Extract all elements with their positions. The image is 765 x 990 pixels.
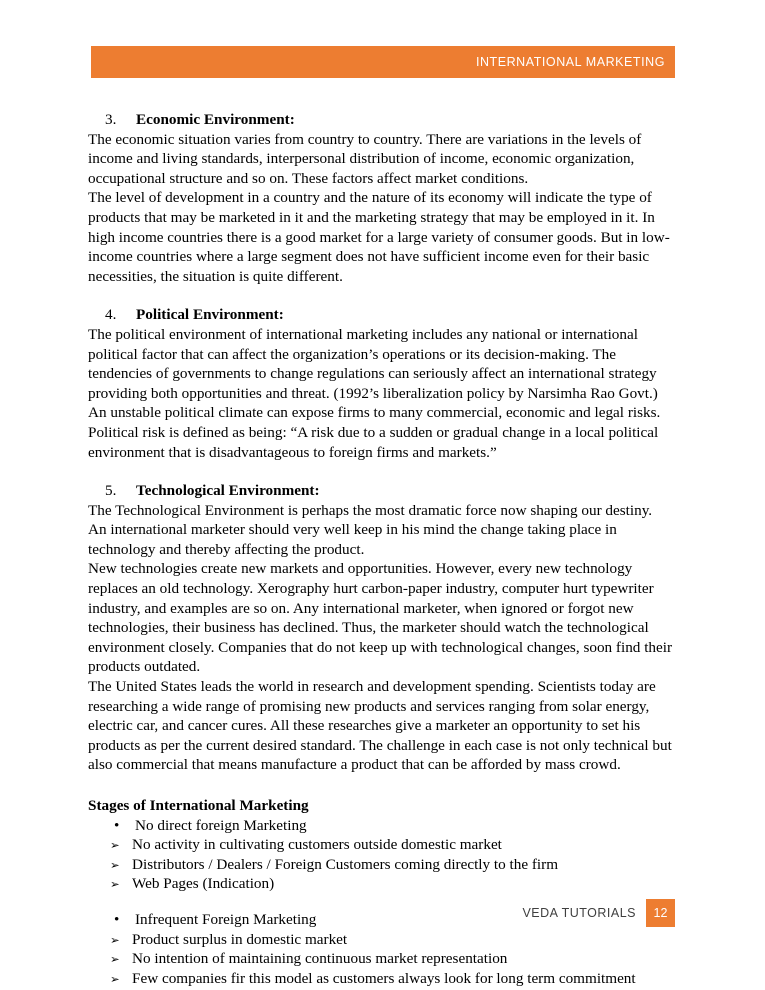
bullet-icon: • — [114, 910, 120, 928]
paragraph-economic-1: The economic situation varies from country to country. There are variations in the levels of income and living standards, interpersonal distribution of income, economic organization, occupational structure and so on. These factors affect market conditions. — [88, 130, 642, 187]
sub-list-item — [110, 969, 673, 989]
spacer — [88, 286, 673, 305]
sub-list-item — [110, 949, 673, 969]
section-heading-technological-environment — [88, 481, 673, 501]
section-heading-political-environment — [88, 305, 673, 325]
sub-list-item-label: Product surplus in domestic market — [132, 930, 348, 948]
footer-brand-label: VEDA TUTORIALS — [522, 906, 636, 920]
sub-list-item — [110, 874, 673, 894]
sub-list-item-label: Web Pages (Indication) — [132, 875, 275, 893]
page-footer — [0, 899, 675, 927]
list-item-label: Infrequent Foreign Marketing — [135, 910, 317, 928]
arrow-bullet-icon: ➢ — [110, 857, 120, 872]
list-item-label: No direct foreign Marketing — [135, 816, 307, 834]
spacer — [88, 462, 673, 481]
sub-list — [110, 835, 673, 894]
paragraph-political-1: The political environment of international marketing includes any national or international political factor that can affect the organization’s operations or its decision-making. The tendencies of governments to change regulations can seriously affect an international strategy providing both opportunities and threat. (1992’s liberalization policy by Narsimha Rao Govt.) An unstable political climate can expose firms to many commercial, economic and legal risks. Political risk is defined as being: “A risk due to a sudden or gradual change in a local political environment that is disadvantageous to foreign firms and markets.” — [88, 325, 661, 461]
section-title: Economic Environment: — [136, 111, 295, 128]
list-item — [88, 816, 673, 836]
page-header-title: INTERNATIONAL MARKETING — [475, 55, 665, 69]
stages-heading: Stages of International Marketing — [88, 797, 309, 814]
arrow-bullet-icon: ➢ — [110, 838, 120, 853]
sub-list-item-label: No activity in cultivating customers outside domestic market — [132, 836, 502, 854]
page-number-badge — [646, 899, 675, 927]
paragraph-technological-1: The Technological Environment is perhaps the most dramatic force now shaping our destiny. An international marketer should very well keep in his mind the change taking place in technology and thereby affecting the product. — [88, 501, 653, 558]
section-title: Technological Environment: — [136, 482, 320, 500]
sub-list-item-label: Few companies fir this model as customers always look for long term commitment — [132, 969, 636, 987]
sub-list-wrapper — [88, 835, 673, 894]
paragraph-technological-3: The United States leads the world in research and development spending. Scientists today are researching a wide range of promising new products and services ranging from solar energy, electric car, and cancer cures. All these researches give a marketer an opportunity to set his products as per the current desired standard. The challenge in each case is not only technical but also commercial that means manufacture a product that can be afforded by mass crowd. — [88, 678, 672, 774]
page-number: 12 — [653, 906, 668, 920]
sub-list-item-label: Distributors / Dealers / Foreign Customers coming directly to the firm — [132, 855, 559, 873]
sub-list-item — [110, 930, 673, 950]
section-title: Political Environment: — [136, 306, 284, 324]
spacer — [88, 775, 673, 796]
paragraph-economic-2: The level of development in a country and the nature of its economy will indicate the type of products that may be marketed in it and the marketing strategy that may be employed in it. In high income countries there is a good market for a large variety of consumer goods. But in low-income countries where a large segment does not have sufficient income even for their basic necessities, the situation is quite different. — [88, 189, 670, 285]
arrow-bullet-icon: ➢ — [110, 952, 120, 967]
arrow-bullet-icon: ➢ — [110, 877, 120, 892]
bullet-icon: • — [114, 816, 120, 834]
sub-list-item — [110, 835, 673, 855]
document-body — [88, 110, 673, 988]
arrow-bullet-icon: ➢ — [110, 932, 120, 947]
sub-list-item-label: No intention of maintaining continuous market representation — [132, 950, 508, 968]
section-number: 3. — [105, 111, 117, 128]
sub-list — [110, 930, 673, 989]
arrow-bullet-icon: ➢ — [110, 971, 120, 986]
section-number: 4. — [105, 306, 117, 324]
sub-list-wrapper — [88, 930, 673, 989]
sub-list-item — [110, 855, 673, 875]
paragraph-technological-2: New technologies create new markets and opportunities. However, every new technology replaces an old technology. Xerography hurt carbon-paper industry, computer hurt typewriter industry, and examples are so on. Any international marketer, when ignored or forgot new technologies, their business has declined. Thus, the marketer should watch the technological environment closely. Companies that do not keep up with technological changes, soon find their products outdated. — [88, 560, 673, 676]
page-header-band — [91, 46, 675, 78]
section-number: 5. — [105, 482, 117, 500]
section-heading-economic-environment — [88, 110, 673, 130]
